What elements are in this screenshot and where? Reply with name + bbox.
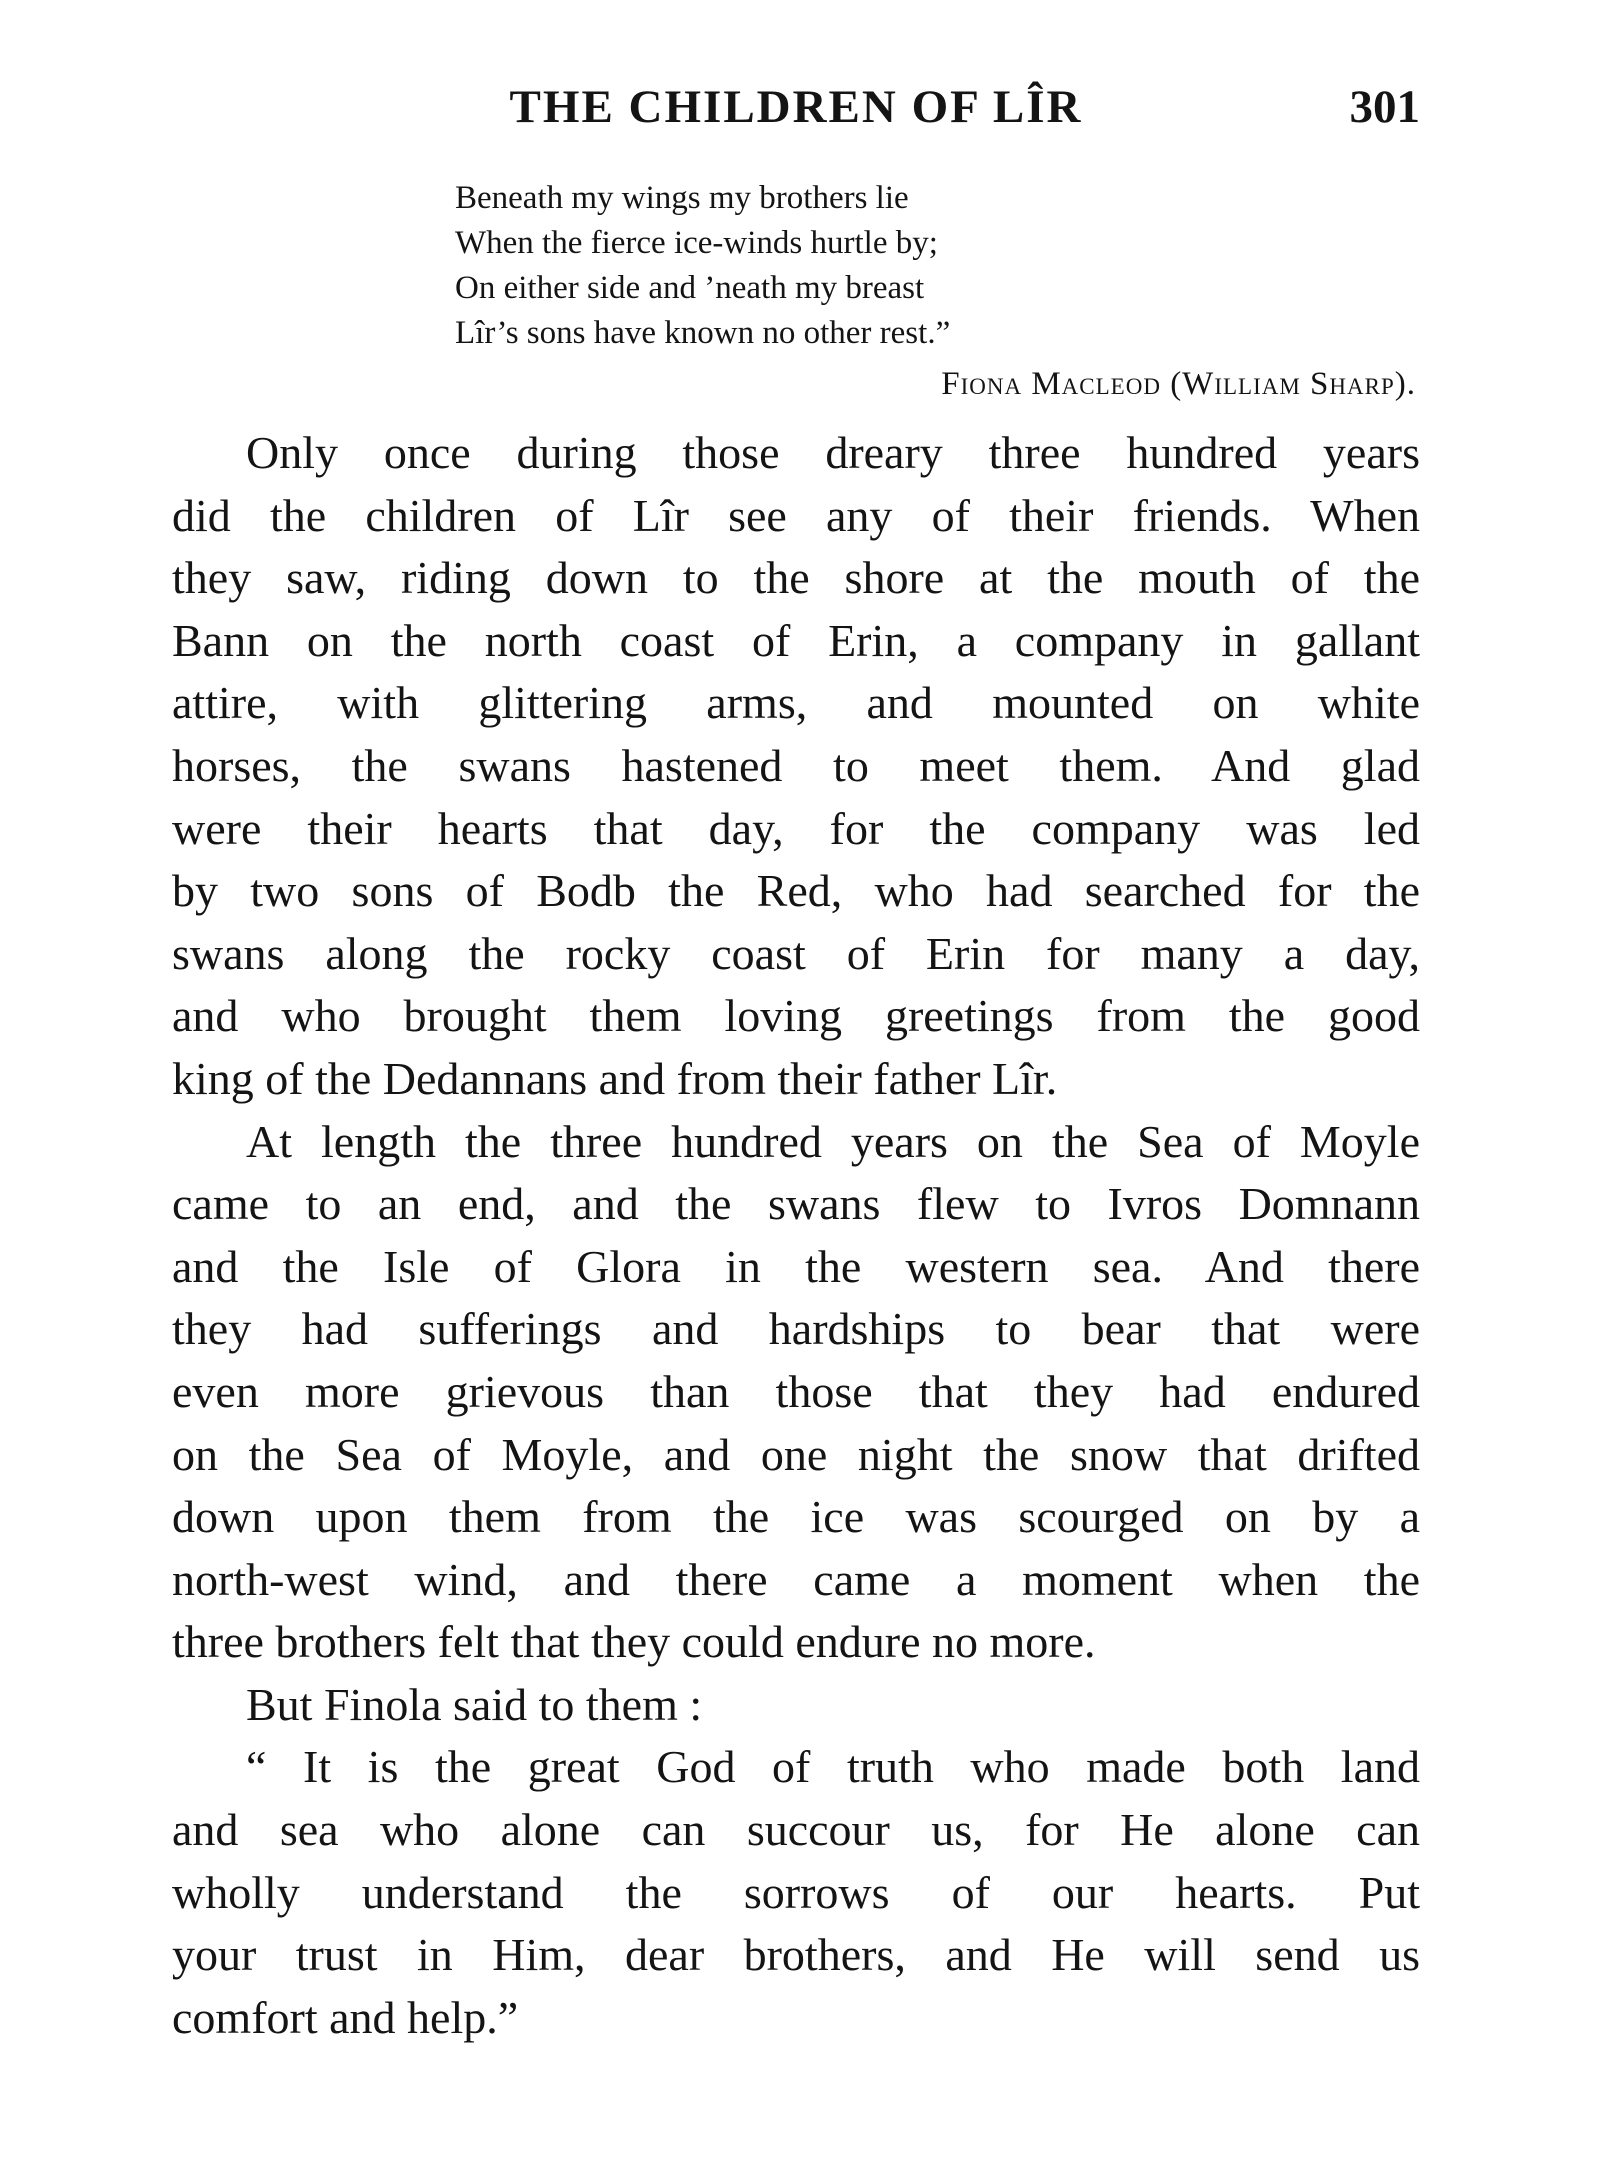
verse-line: When the fierce ice-winds hurtle by; <box>455 225 938 261</box>
verse-line: Beneath my wings my brothers lie <box>455 180 909 216</box>
text-line: “ It is the great God of truth who made both land <box>246 1741 1420 1793</box>
text-line: on the Sea of Moyle, and one night the snow that drifted <box>172 1428 1420 1480</box>
text-line: did the children of Lîr see any of their friends. When <box>172 489 1420 541</box>
verse-line: On either side and ’neath my breast <box>455 270 925 306</box>
body-text <box>172 422 1420 2049</box>
text-line: At length the three hundred years on the Sea of Moyle <box>246 1115 1420 1167</box>
verse-line: Lîr’s sons have known no other rest.” <box>455 315 951 351</box>
paragraph-2 <box>172 1111 1420 1674</box>
text-line: north-west wind, and there came a moment when the <box>172 1553 1420 1605</box>
running-head <box>172 72 1420 142</box>
verse-quotation <box>455 176 1395 356</box>
text-line: and sea who alone can succour us, for He alone can <box>172 1804 1420 1856</box>
paragraph-3 <box>172 1674 1420 1737</box>
text-line: by two sons of Bodb the Red, who had searched for the <box>172 865 1420 917</box>
text-line: Only once during those dreary three hundred years <box>246 427 1420 478</box>
text-line: were their hearts that day, for the company was led <box>172 802 1420 854</box>
text-line: three brothers felt that they could endure no more. <box>172 1616 1096 1668</box>
text-line: your trust in Him, dear brothers, and He will send us <box>172 1929 1420 1981</box>
text-line: king of the Dedannans and from their father Lîr. <box>172 1052 1058 1104</box>
page-number: 301 <box>1349 81 1420 133</box>
paragraph-4 <box>172 1736 1420 2049</box>
text-line: even more grievous than those that they had endured <box>172 1365 1420 1417</box>
text-line: But Finola said to them : <box>246 1678 703 1730</box>
text-line: they had sufferings and hardships to bear that were <box>172 1303 1420 1355</box>
text-line: attire, with glittering arms, and mounted on white <box>172 677 1420 729</box>
verse-attribution: Fiona Macleod (William Sharp). <box>941 366 1416 402</box>
text-line: and the Isle of Glora in the western sea. And there <box>172 1240 1420 1292</box>
text-line: swans along the rocky coast of Erin for many a day, <box>172 927 1420 979</box>
text-line: down upon them from the ice was scourged on by a <box>172 1491 1420 1543</box>
text-line: horses, the swans hastened to meet them. And glad <box>172 739 1420 791</box>
text-line: wholly understand the sorrows of our hearts. Put <box>172 1866 1420 1918</box>
text-line: comfort and help.” <box>172 1991 519 2043</box>
text-line: they saw, riding down to the shore at the mouth of the <box>172 552 1420 604</box>
text-line: came to an end, and the swans flew to Ivros Domnann <box>172 1178 1420 1230</box>
text-line: Bann on the north coast of Erin, a company in gallant <box>172 614 1420 666</box>
paragraph-1 <box>172 422 1420 1111</box>
running-title: THE CHILDREN OF LÎR <box>509 81 1083 133</box>
text-line: and who brought them loving greetings from the good <box>172 990 1420 1042</box>
